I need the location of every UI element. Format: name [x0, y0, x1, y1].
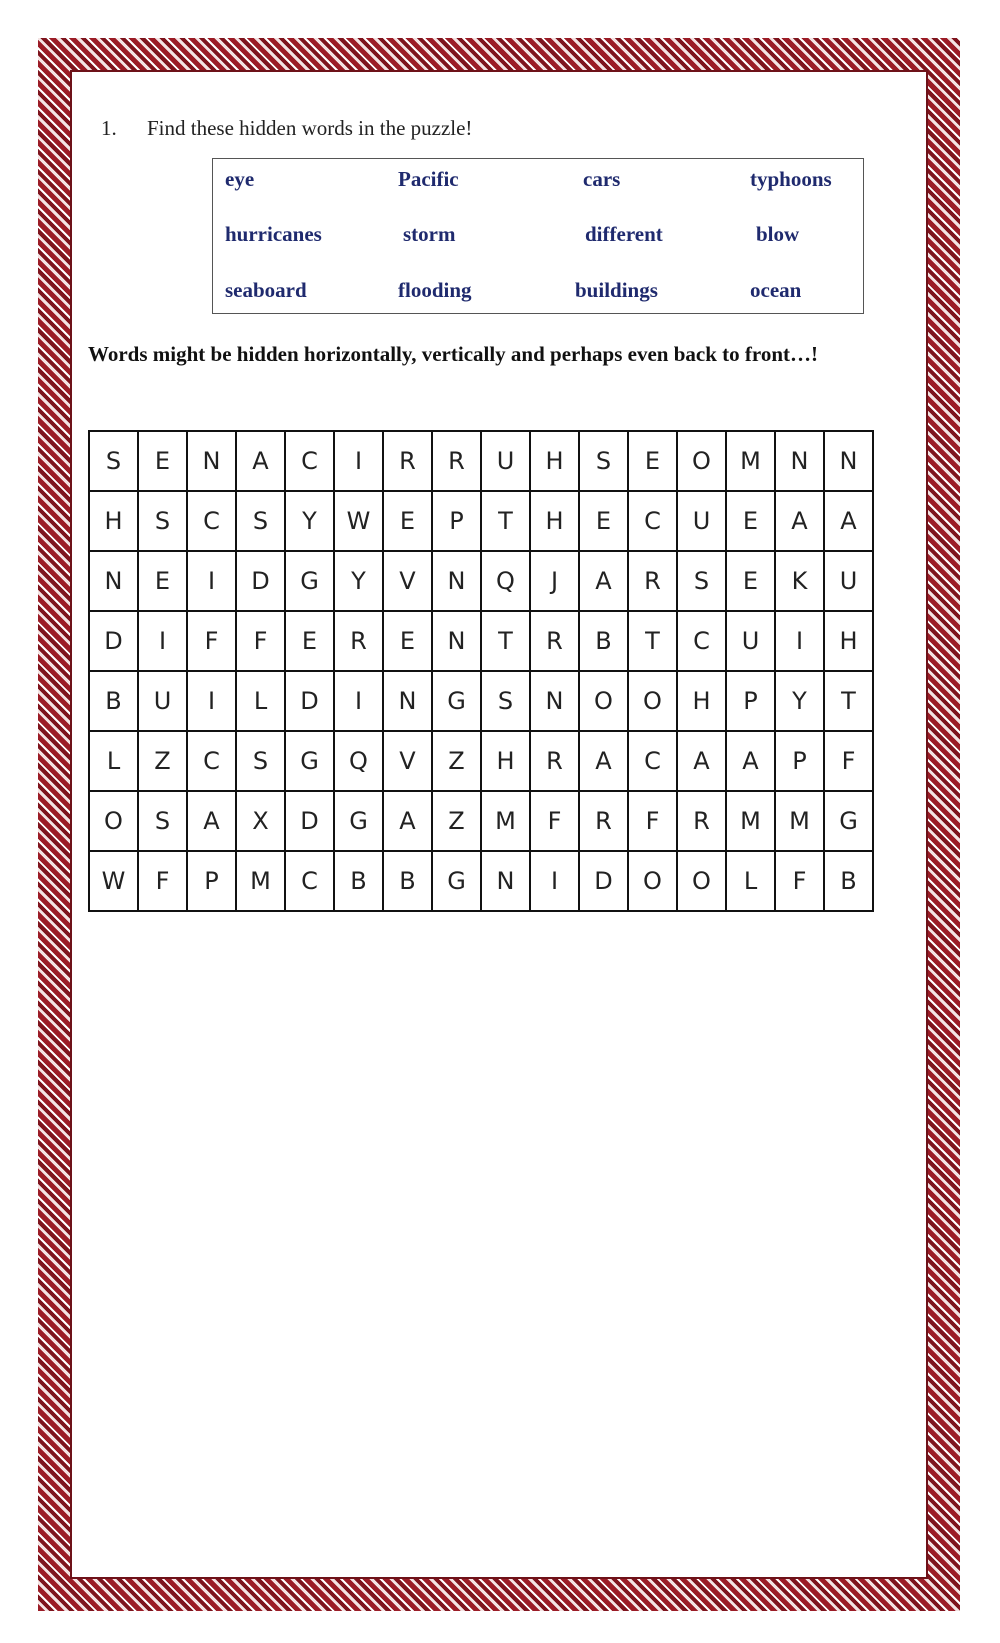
- grid-cell[interactable]: G: [432, 671, 481, 731]
- grid-cell[interactable]: R: [530, 611, 579, 671]
- grid-cell[interactable]: E: [628, 431, 677, 491]
- grid-row: [89, 851, 873, 911]
- grid-row: [89, 611, 873, 671]
- word-item: flooding: [398, 278, 472, 302]
- word-search-grid: [88, 430, 874, 912]
- puzzle-rules: Words might be hidden horizontally, vertically and perhaps even back to front…!: [88, 342, 818, 366]
- grid-cell[interactable]: C: [187, 731, 236, 791]
- grid-cell[interactable]: C: [628, 731, 677, 791]
- grid-cell[interactable]: A: [824, 491, 873, 551]
- grid-cell[interactable]: H: [530, 431, 579, 491]
- grid-cell[interactable]: G: [285, 731, 334, 791]
- grid-cell[interactable]: O: [89, 791, 138, 851]
- grid-cell[interactable]: A: [726, 731, 775, 791]
- grid-cell[interactable]: U: [677, 491, 726, 551]
- grid-cell[interactable]: U: [726, 611, 775, 671]
- word-list-box: [212, 158, 864, 314]
- grid-cell[interactable]: R: [628, 551, 677, 611]
- grid-cell[interactable]: N: [187, 431, 236, 491]
- grid-cell[interactable]: H: [824, 611, 873, 671]
- grid-row: [89, 791, 873, 851]
- grid-cell[interactable]: L: [726, 851, 775, 911]
- grid-cell[interactable]: I: [138, 611, 187, 671]
- grid-cell[interactable]: N: [432, 611, 481, 671]
- grid-cell[interactable]: P: [726, 671, 775, 731]
- grid-cell[interactable]: E: [726, 551, 775, 611]
- instruction-number: 1.: [101, 116, 117, 140]
- grid-cell[interactable]: I: [334, 431, 383, 491]
- grid-cell[interactable]: N: [481, 851, 530, 911]
- word-item: blow: [756, 222, 800, 246]
- grid-cell[interactable]: C: [677, 611, 726, 671]
- grid-cell[interactable]: H: [481, 731, 530, 791]
- grid-cell[interactable]: W: [334, 491, 383, 551]
- grid-cell[interactable]: E: [726, 491, 775, 551]
- grid-cell[interactable]: W: [89, 851, 138, 911]
- grid-cell[interactable]: B: [89, 671, 138, 731]
- grid-cell[interactable]: Y: [285, 491, 334, 551]
- grid-cell[interactable]: Y: [775, 671, 824, 731]
- grid-cell[interactable]: Q: [481, 551, 530, 611]
- grid-cell[interactable]: B: [383, 851, 432, 911]
- grid-cell[interactable]: E: [138, 431, 187, 491]
- grid-cell[interactable]: S: [89, 431, 138, 491]
- grid-cell[interactable]: I: [187, 671, 236, 731]
- grid-cell[interactable]: G: [824, 791, 873, 851]
- word-item: seaboard: [225, 278, 307, 302]
- word-item: eye: [225, 167, 255, 191]
- grid-cell[interactable]: M: [481, 791, 530, 851]
- grid-cell[interactable]: L: [236, 671, 285, 731]
- instruction-text: Find these hidden words in the puzzle!: [147, 116, 473, 140]
- grid-cell[interactable]: I: [187, 551, 236, 611]
- grid-cell[interactable]: E: [579, 491, 628, 551]
- grid-cell[interactable]: Z: [432, 731, 481, 791]
- grid-cell[interactable]: M: [726, 431, 775, 491]
- grid-cell[interactable]: N: [89, 551, 138, 611]
- grid-cell[interactable]: R: [432, 431, 481, 491]
- grid-cell[interactable]: L: [89, 731, 138, 791]
- grid-cell[interactable]: H: [530, 491, 579, 551]
- grid-cell[interactable]: V: [383, 551, 432, 611]
- word-item: Pacific: [398, 167, 459, 191]
- grid-cell[interactable]: I: [775, 611, 824, 671]
- grid-row: [89, 491, 873, 551]
- grid-cell[interactable]: Z: [138, 731, 187, 791]
- grid-cell[interactable]: A: [677, 731, 726, 791]
- grid-cell[interactable]: X: [236, 791, 285, 851]
- grid-cell[interactable]: U: [481, 431, 530, 491]
- grid-cell[interactable]: O: [677, 851, 726, 911]
- grid-cell[interactable]: N: [775, 431, 824, 491]
- grid-cell[interactable]: S: [138, 791, 187, 851]
- grid-cell[interactable]: R: [579, 791, 628, 851]
- grid-cell[interactable]: S: [677, 551, 726, 611]
- grid-cell[interactable]: D: [285, 791, 334, 851]
- word-item: different: [585, 222, 663, 246]
- grid-cell[interactable]: E: [383, 611, 432, 671]
- grid-cell[interactable]: E: [383, 491, 432, 551]
- grid-cell[interactable]: C: [285, 851, 334, 911]
- word-item: ocean: [750, 278, 802, 302]
- grid-cell[interactable]: A: [775, 491, 824, 551]
- grid-cell[interactable]: Y: [334, 551, 383, 611]
- grid-cell[interactable]: C: [285, 431, 334, 491]
- grid-cell[interactable]: A: [236, 431, 285, 491]
- grid-cell[interactable]: I: [334, 671, 383, 731]
- grid-cell[interactable]: C: [187, 491, 236, 551]
- word-item: hurricanes: [225, 222, 322, 246]
- grid-cell[interactable]: G: [334, 791, 383, 851]
- grid-cell[interactable]: R: [530, 731, 579, 791]
- grid-cell[interactable]: R: [334, 611, 383, 671]
- grid-row: [89, 431, 873, 491]
- grid-cell[interactable]: F: [138, 851, 187, 911]
- grid-cell[interactable]: F: [530, 791, 579, 851]
- grid-cell[interactable]: D: [285, 671, 334, 731]
- grid-cell[interactable]: D: [89, 611, 138, 671]
- grid-cell[interactable]: S: [236, 731, 285, 791]
- grid-cell[interactable]: B: [824, 851, 873, 911]
- grid-cell[interactable]: A: [579, 731, 628, 791]
- grid-cell[interactable]: U: [824, 551, 873, 611]
- grid-cell[interactable]: A: [579, 551, 628, 611]
- grid-row: [89, 551, 873, 611]
- grid-cell[interactable]: O: [677, 431, 726, 491]
- grid-cell[interactable]: S: [138, 491, 187, 551]
- instruction: [101, 116, 472, 141]
- grid-cell[interactable]: F: [187, 611, 236, 671]
- grid-cell[interactable]: O: [628, 851, 677, 911]
- grid-cell[interactable]: S: [481, 671, 530, 731]
- grid-cell[interactable]: P: [187, 851, 236, 911]
- grid-cell[interactable]: N: [383, 671, 432, 731]
- grid-cell[interactable]: B: [579, 611, 628, 671]
- word-item: storm: [403, 222, 456, 246]
- grid-row: [89, 731, 873, 791]
- grid-cell[interactable]: N: [530, 671, 579, 731]
- grid-cell[interactable]: O: [579, 671, 628, 731]
- grid-cell[interactable]: I: [530, 851, 579, 911]
- grid-cell[interactable]: D: [579, 851, 628, 911]
- grid-cell[interactable]: E: [138, 551, 187, 611]
- grid-cell[interactable]: T: [628, 611, 677, 671]
- grid-cell[interactable]: S: [236, 491, 285, 551]
- grid-cell[interactable]: A: [383, 791, 432, 851]
- grid-cell[interactable]: F: [824, 731, 873, 791]
- grid-cell[interactable]: Q: [334, 731, 383, 791]
- grid-cell[interactable]: C: [628, 491, 677, 551]
- grid-cell[interactable]: G: [285, 551, 334, 611]
- grid-cell[interactable]: V: [383, 731, 432, 791]
- grid-cell[interactable]: T: [481, 611, 530, 671]
- grid-cell[interactable]: M: [236, 851, 285, 911]
- grid-cell[interactable]: U: [138, 671, 187, 731]
- grid-cell[interactable]: A: [187, 791, 236, 851]
- grid-cell[interactable]: T: [481, 491, 530, 551]
- grid-cell[interactable]: J: [530, 551, 579, 611]
- grid-cell[interactable]: Z: [432, 791, 481, 851]
- grid-cell[interactable]: N: [824, 431, 873, 491]
- grid-cell[interactable]: H: [677, 671, 726, 731]
- grid-cell[interactable]: F: [775, 851, 824, 911]
- grid-cell[interactable]: R: [383, 431, 432, 491]
- grid-cell[interactable]: O: [628, 671, 677, 731]
- grid-cell[interactable]: N: [432, 551, 481, 611]
- grid-cell[interactable]: E: [285, 611, 334, 671]
- word-item: buildings: [575, 278, 658, 302]
- grid-cell[interactable]: P: [432, 491, 481, 551]
- grid-cell[interactable]: D: [236, 551, 285, 611]
- grid-cell[interactable]: M: [726, 791, 775, 851]
- grid-cell[interactable]: K: [775, 551, 824, 611]
- grid-cell[interactable]: B: [334, 851, 383, 911]
- word-item: cars: [583, 167, 621, 191]
- grid-cell[interactable]: G: [432, 851, 481, 911]
- grid-cell[interactable]: R: [677, 791, 726, 851]
- grid-cell[interactable]: S: [579, 431, 628, 491]
- grid-row: [89, 671, 873, 731]
- grid-cell[interactable]: M: [775, 791, 824, 851]
- grid-cell[interactable]: H: [89, 491, 138, 551]
- word-item: typhoons: [750, 167, 832, 191]
- grid-cell[interactable]: P: [775, 731, 824, 791]
- grid-cell[interactable]: T: [824, 671, 873, 731]
- grid-cell[interactable]: F: [236, 611, 285, 671]
- grid-cell[interactable]: F: [628, 791, 677, 851]
